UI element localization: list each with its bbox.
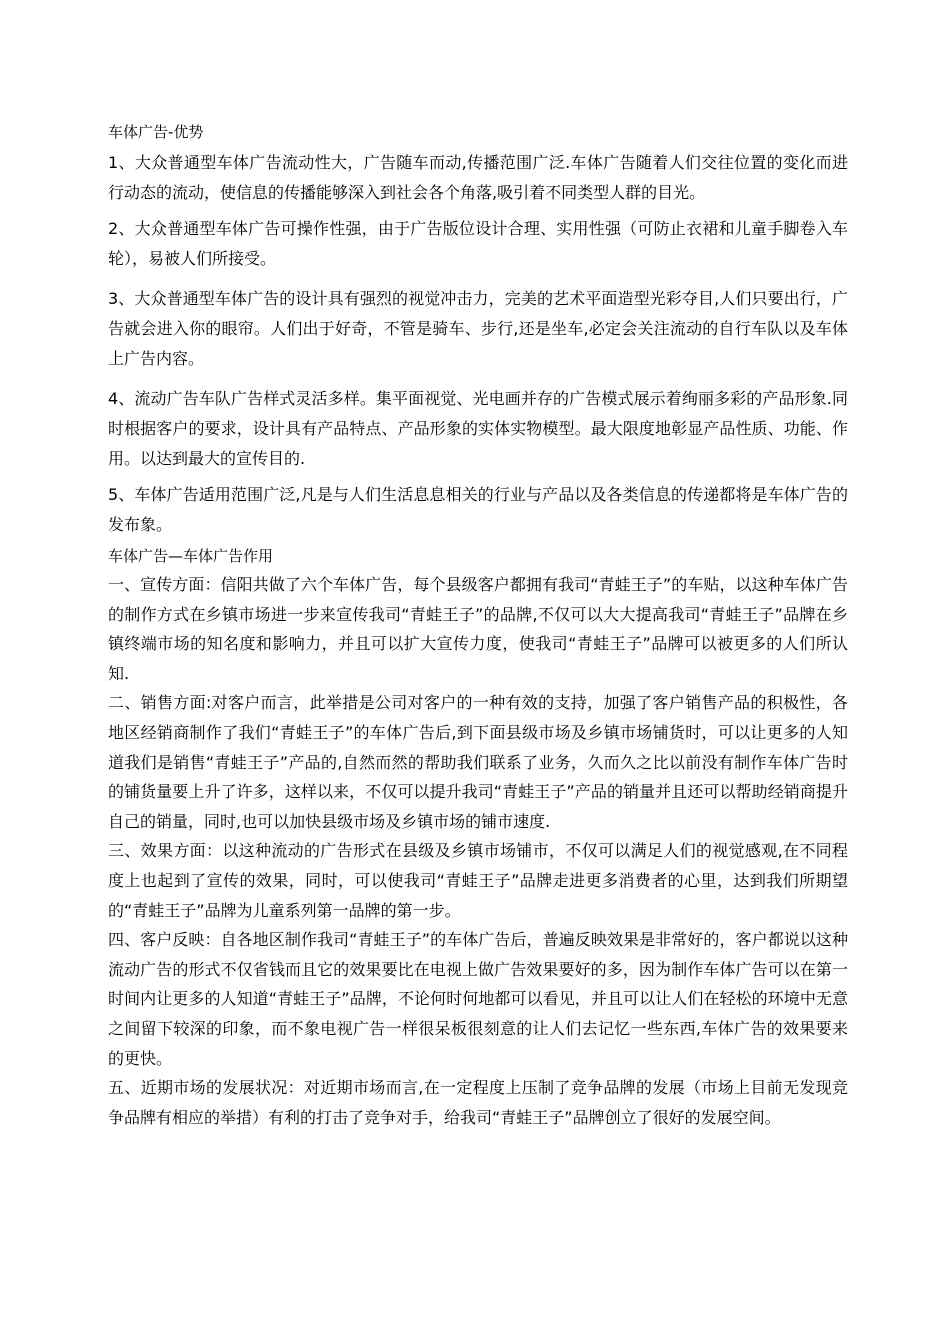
advantage-item-4: 4、流动广告车队广告样式灵活多样。集平面视觉、光电画并存的广告模式展示着绚丽多彩的产品形象.同时根据客户的要求，设计具有产品特点、产品形象的实体实物模型。最大限度地彰显产品性质、功能、作用。以达到最大的宣传目的.	[108, 389, 848, 468]
function-item-promotion: 一、宣传方面：信阳共做了六个车体广告，每个县级客户都拥有我司“青蛙王子”的车贴，以这种车体广告的制作方式在乡镇市场进一步来宣传我司“青蛙王子”的品牌,不仅可以大大提高我司“青蛙王子”品牌在乡镇终端市场的知名度和影响力，并且可以扩大宣传力度，使我司“青蛙王子”品牌可以被更多的人们所认知.	[108, 575, 848, 683]
section-title-functions: 车体广告—车体广告作用	[108, 547, 274, 565]
function-item-effect: 三、效果方面：以这种流动的广告形式在县级及乡镇市场铺市，不仅可以满足人们的视觉感观,在不同程度上也起到了宣传的效果，同时，可以使我司“青蛙王子”品牌走进更多消费者的心里，达到我们所期望的“青蛙王子”品牌为儿童系列第一品牌的第一步。	[108, 841, 848, 920]
advantage-item-5: 5、车体广告适用范围广泛,凡是与人们生活息息相关的行业与产品以及各类信息的传递都将是车体广告的发布象。	[108, 485, 848, 534]
advantage-item-2: 2、大众普通型车体广告可操作性强，由于广告版位设计合理、实用性强（可防止衣裙和儿童手脚卷入车轮），易被人们所接受。	[108, 219, 848, 268]
document-page	[108, 118, 848, 1132]
section-title-advantages: 车体广告-优势	[108, 123, 204, 141]
advantage-item-1: 1、大众普通型车体广告流动性大，广告随车而动,传播范围广泛.车体广告随着人们交往位置的变化而进行动态的流动，使信息的传播能够深入到社会各个角落,吸引着不同类型人群的目光。	[108, 153, 848, 202]
function-item-market: 五、近期市场的发展状况：对近期市场而言,在一定程度上压制了竞争品牌的发展（市场上目前无发现竞争品牌有相应的举措）有利的打击了竞争对手，给我司“青蛙王子”品牌创立了很好的发展空间。	[108, 1078, 848, 1127]
advantage-item-3: 3、大众普通型车体广告的设计具有强烈的视觉冲击力，完美的艺术平面造型光彩夺目,人们只要出行，广告就会进入你的眼帘。人们出于好奇，不管是骑车、步行,还是坐车,必定会关注流动的自行车队以及车体上广告内容。	[108, 289, 848, 368]
function-item-feedback: 四、客户反映：自各地区制作我司“青蛙王子”的车体广告后，普遍反映效果是非常好的，客户都说以这种流动广告的形式不仅省钱而且它的效果要比在电视上做广告效果要好的多，因为制作车体广告可以在第一时间内让更多的人知道“青蛙王子”品牌，不论何时何地都可以看见，并且可以让人们在轻松的环境中无意之间留下较深的印象，而不象电视广告一样很呆板很刻意的让人们去记忆一些东西,车体广告的效果要来的更快。	[108, 930, 848, 1068]
function-item-sales: 二、销售方面:对客户而言，此举措是公司对客户的一种有效的支持，加强了客户销售产品的积极性，各地区经销商制作了我们“青蛙王子”的车体广告后,到下面县级市场及乡镇市场铺货时，可以让更多的人知道我们是销售“青蛙王子”产品的,自然而然的帮助我们联系了业务，久而久之比以前没有制作车体广告时的铺货量要上升了许多，这样以来，不仅可以提升我司“青蛙王子”产品的销量并且还可以帮助经销商提升自己的销量，同时,也可以加快县级市场及乡镇市场的铺市速度.	[108, 693, 848, 831]
